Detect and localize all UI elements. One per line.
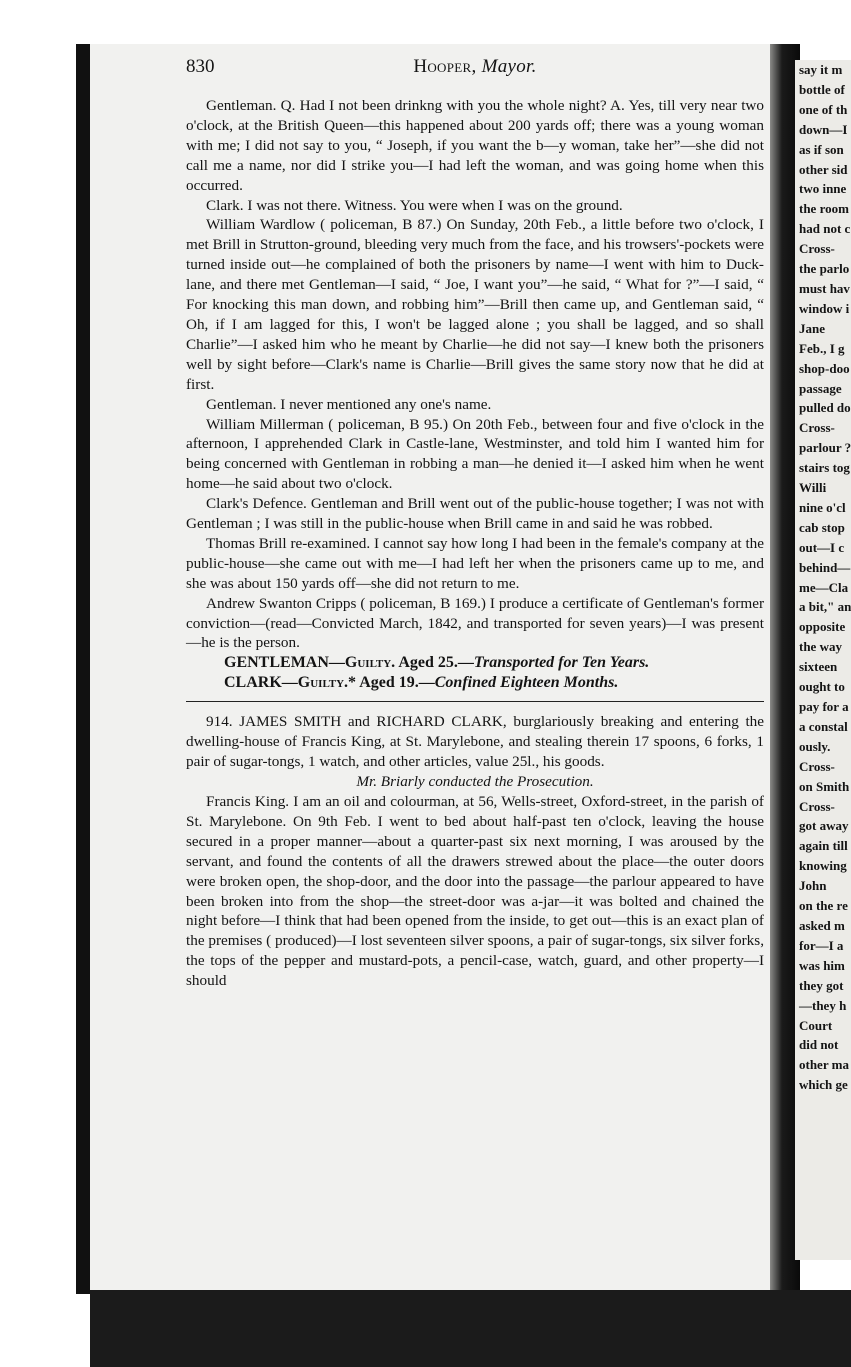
defendant-name: CLARK — [224, 674, 282, 692]
opposite-page-line: out—I c — [799, 539, 845, 555]
opposite-page-line: two inne — [799, 181, 847, 197]
opposite-page-line: Feb., I g — [799, 340, 845, 356]
opposite-page-line: asked m — [799, 917, 845, 933]
opposite-page-line: the way — [799, 639, 842, 655]
opposite-page-line: behind— — [799, 559, 851, 575]
case-defendants: JAMES SMITH and RICHARD CLARK, — [239, 713, 507, 731]
opposite-page-line: pulled do — [799, 400, 851, 416]
opposite-page-line: pay for a — [799, 699, 849, 714]
prosecution-note: Mr. Briarly conducted the Prosecution. — [356, 773, 594, 791]
opposite-page-line: sixteen — [799, 659, 838, 675]
section-divider — [186, 701, 764, 702]
opposite-page-line: ought to — [799, 679, 845, 695]
paragraph: William Wardlow ( policeman, B 87.) On Sunday, 20th Feb., a little before two o'clock, I met Brill in Strutton-ground, bleeding very much from the face, and his trowsers'-pockets were turned inside out—he complained of both the prisoners by name—I went with him to Duck-lane, and there met Gentleman—I said, “ Joe, I want you”—he said, “ What for ?”—I said, “ For knocking this man down, and robbing him”—Brill then came up, and Gentleman said, “ Oh, if I am lagged for this, I won't be lagged alone ; you shall be lagged, and so shall Charlie”—I asked him who he meant by Charlie—he did not say—I knew both the prisoners well by sight before—Clark's name is Charlie—Brill gives the same story now that he did at first. — [186, 216, 764, 393]
opposite-page-line: the room — [799, 201, 849, 217]
opposite-page-line: Cross- — [799, 758, 835, 774]
opposite-page-line: say it m — [799, 62, 843, 77]
opposite-page-fragment — [795, 60, 851, 1260]
opposite-page-line: did not — [799, 1037, 839, 1053]
paragraph: Clark. I was not there. Witness. You were when I was on the ground. — [206, 196, 623, 214]
opposite-page-line: other ma — [799, 1057, 849, 1073]
opposite-page-line: Jane — [799, 320, 825, 336]
paragraph: Gentleman. Q. Had I not been drinkng with you the whole night? A. Yes, till very near two o'clock, at the British Queen—this happened about 200 yards off; there was a young woman with me; I did not say to you, “ Joseph, if you want the b—y woman, take her”—she did not call me a name, nor did I strike you—I had left the woman, and was going home when this occurred. — [186, 97, 764, 194]
opposite-page-line: one of th — [799, 101, 848, 117]
case-heading — [186, 712, 764, 772]
opposite-page-line: cab stop — [799, 519, 845, 535]
opposite-page-line: window i — [799, 300, 850, 316]
defendant-age: Aged 25. — [398, 654, 458, 672]
paragraph: Clark's Defence. Gentleman and Brill went out of the public-house together; I was not with Gentleman ; I was still in the public-house when Brill came in and said he was robbed. — [186, 495, 764, 533]
sentence-line: CLARK—Guilty.* Aged 19.—Confined Eighteen Months. — [224, 674, 619, 692]
opposite-page-line: John — [799, 878, 827, 894]
opposite-page-line: —they h — [799, 997, 847, 1013]
sentence-text: Confined Eighteen Months. — [434, 674, 619, 692]
opposite-page-line: was him — [799, 957, 845, 973]
opposite-page-line: me—Cla — [799, 579, 849, 595]
opposite-page-line: they got — [799, 977, 844, 993]
opposite-page-line: got away — [799, 818, 849, 834]
running-title-name: Hooper, — [413, 56, 477, 77]
opposite-page-line: must hav — [799, 280, 850, 296]
case-charge: burglariously breaking and entering the dwelling-house of Francis King, at St. Marylebone, and stealing therein 17 spoons, 6 forks, 1 pair of sugar-tongs, 1 watch, and other articles, value 25l., his goods. — [186, 713, 764, 771]
opposite-page-line: on Smith — [799, 778, 850, 794]
opposite-page-line: nine o'cl — [799, 499, 846, 515]
opposite-page-line: the parlo — [799, 261, 850, 277]
defendant-name: GENTLEMAN — [224, 654, 329, 672]
running-title-role: Mayor. — [481, 56, 537, 77]
verdict: Guilty. — [344, 654, 396, 672]
page-edge-shadow — [76, 44, 90, 1294]
opposite-page-line: ously. — [799, 738, 831, 754]
sentence-text: Transported for Ten Years. — [473, 654, 650, 672]
opposite-page-line: on the re — [799, 898, 848, 914]
running-header — [186, 56, 764, 86]
left-margin — [0, 0, 78, 1367]
opposite-page-line: parlour ? — [799, 440, 851, 456]
opposite-page-line: for—I a — [799, 937, 844, 953]
opposite-page-line: other sid — [799, 161, 848, 177]
opposite-page-line: Cross- — [799, 798, 835, 814]
opposite-page-line: Court — [799, 1017, 833, 1033]
sentence-line: GENTLEMAN—Guilty. Aged 25.—Transported for Ten Years. — [224, 654, 650, 672]
running-title — [186, 56, 764, 78]
opposite-page-line: Willi — [799, 480, 827, 496]
opposite-page-line: a constal — [799, 718, 848, 734]
opposite-page-line: as if son — [799, 141, 844, 157]
opposite-page-line: again till — [799, 838, 848, 854]
opposite-page-line: shop-doo — [799, 360, 850, 376]
paragraph: William Millerman ( policeman, B 95.) On 20th Feb., between four and five o'clock in the afternoon, I apprehended Clark in Castle-lane, Westminster, and told him I wanted him for being concerned with Gentleman in robbing a man—he denied it—I asked him when he went home—he said about two o'clock. — [186, 415, 764, 493]
paragraph: Gentleman. I never mentioned any one's name. — [206, 395, 492, 413]
opposite-page-line: a bit," an — [799, 599, 851, 615]
opposite-page-line: passage — [799, 380, 842, 396]
verdict: Guilty.* — [297, 674, 357, 692]
opposite-page-line: Cross- — [799, 420, 835, 436]
opposite-page-line: down—I — [799, 121, 848, 137]
opposite-page-line: which ge — [799, 1077, 848, 1093]
defendant-age: Aged 19. — [359, 674, 419, 692]
paragraph: Andrew Swanton Cripps ( policeman, B 169.) I produce a certificate of Gentleman's former conviction—(read—Convicted March, 1842, and transported for seven years)—I was present—he is the person. — [186, 594, 764, 652]
paragraph: Thomas Brill re-examined. I cannot say how long I had been in the female's company at the public-house—she came out with me—I had left her when the prisoners came up to me, and she was about 150 yards off—she did not return to me. — [186, 534, 764, 592]
case-number: 914. — [206, 713, 233, 731]
opposite-page-line: Cross- — [799, 241, 835, 257]
page-number: 830 — [186, 56, 215, 77]
scan-bottom-edge — [90, 1290, 851, 1367]
opposite-page-line: opposite — [799, 619, 846, 635]
opposite-page-line: had not c — [799, 221, 851, 237]
opposite-page-line: knowing — [799, 858, 847, 874]
opposite-page-line: stairs tog — [799, 460, 850, 476]
page-body — [186, 96, 764, 991]
opposite-page-line: bottle of — [799, 81, 845, 97]
testimony-paragraph: Francis King. I am an oil and colourman, at 56, Wells-street, Oxford-street, in the parish of St. Marylebone. On 9th Feb. I went to bed about half-past ten o'clock, leaving the house secured in a proper manner—about a quarter-past six next morning, I was aroused by the servant, and found the contents of all the drawers strewed about the place—the outer doors were broken open, the shop-door, and the door into the passage—the parlour appeared to have been broken into from the shop—the street-door was a-jar—it was bolted and chained the night before—I think that had been opened from the inside, to get out—this is an exact plan of the premises ( produced)—I lost seventeen silver spoons, a pair of sugar-tongs, six silver forks, the tops of the pepper and mustard-pots, a pencil-case, watch, guard, and other property—I should — [186, 793, 764, 990]
